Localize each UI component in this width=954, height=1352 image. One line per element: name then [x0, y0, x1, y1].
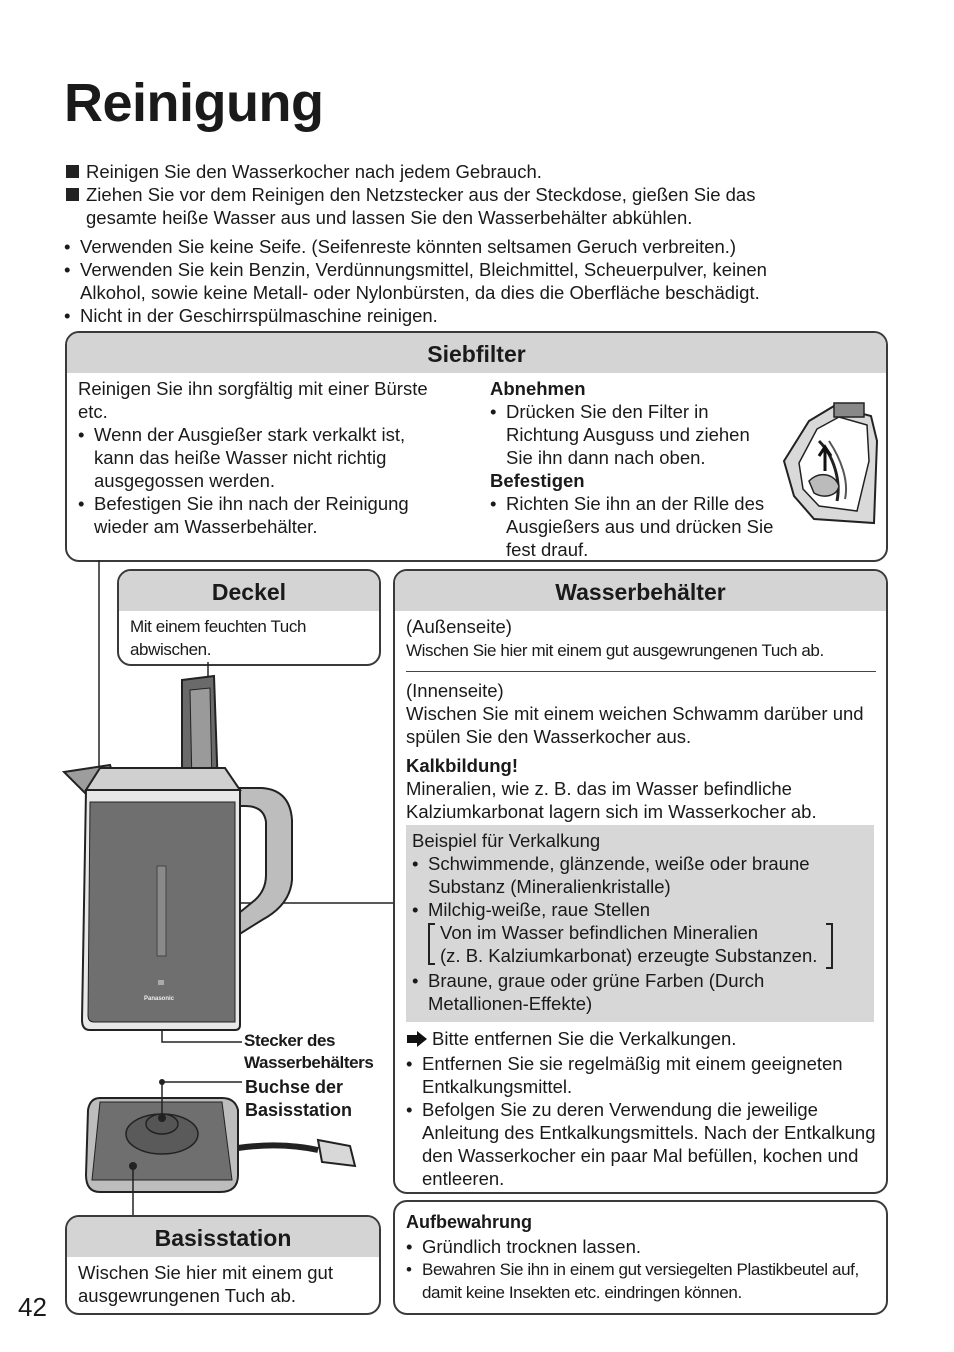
intro-bullet: • Verwenden Sie keine Seife. (Seifenreste könnten seltsamen Geruch verbreiten.) — [64, 236, 737, 257]
intro-bullet: • Verwenden Sie kein Benzin, Verdünnungsmittel, Bleichmittel, Scheuerpulver, keinen — [64, 259, 767, 280]
intro-square-item: Reinigen Sie den Wasserkocher nach jedem Gebrauch. — [66, 160, 542, 183]
inside-text: Wischen Sie mit einem weichen Schwamm darüber und spülen Sie den Wasserkocher aus. — [406, 703, 864, 747]
intro-bullet: • Nicht in der Geschirrspülmaschine reinigen. — [64, 305, 438, 326]
list-item: • Drücken Sie den Filter in Richtung Ausguss und ziehen Sie ihn dann nach oben. — [490, 400, 780, 469]
example-heading: Beispiel für Verkalkung — [412, 830, 601, 851]
list-item: • Schwimmende, glänzende, weiße oder braune Substanz (Mineralienkristalle) — [412, 852, 868, 898]
inside-label: (Innenseite) — [406, 680, 504, 701]
siebfilter-cleaning: Reinigen Sie ihn sorgfältig mit einer Bürste etc. • Wenn der Ausgießer stark verkalkt ist, kann das heiße Wasser nicht richtig ausgegossen werden. • Befestigen Sie ihn nach der Reinigung wieder am Wasserbehälter. — [78, 377, 448, 538]
outside-label: (Außenseite) — [406, 616, 512, 637]
siebfilter-heading: Siebfilter — [67, 333, 886, 373]
deckel-heading: Deckel — [119, 571, 379, 611]
outside-text: Wischen Sie hier mit einem gut ausgewrungenen Tuch ab. — [406, 641, 824, 660]
list-item: • Befestigen Sie ihn nach der Reinigung wieder am Wasserbehälter. — [78, 492, 448, 538]
deckel-text: Mit einem feuchten Tuch abwischen. — [130, 617, 307, 659]
page-title: Reinigung — [64, 73, 324, 133]
list-item: • Wenn der Ausgießer stark verkalkt ist, kann das heiße Wasser nicht richtig ausgegossen werden. — [78, 423, 448, 492]
remove-heading: Abnehmen — [490, 378, 586, 399]
list-item: • Richten Sie ihn an der Rille des Ausgießers aus und drücken Sie fest drauf. — [490, 492, 780, 561]
list-item: • Bewahren Sie ihn in einem gut versiegelten Plastikbeutel auf, damit keine Insekten etc. eindringen können. — [406, 1258, 878, 1304]
basisstation-box — [65, 1215, 381, 1315]
scale-text: Mineralien, wie z. B. das im Wasser befindliche Kalziumkarbonat lagern sich im Wasserkocher ab. — [406, 778, 817, 822]
intro-square-item-continuation: gesamte heiße Wasser aus und lassen Sie den Wasserbehälter abkühlen. — [86, 207, 693, 228]
scale-heading: Kalkbildung! — [406, 755, 519, 776]
basisstation-heading: Basisstation — [67, 1217, 379, 1257]
note-bracket: Von im Wasser befindlichen Mineralien (z. B. Kalziumkarbonat) erzeugte Substanzen. — [428, 921, 823, 967]
page-number: 42 — [18, 1292, 47, 1322]
intro-bullet-continuation: Alkohol, sowie keine Metall- oder Nylonbürsten, da dies die Oberfläche beschädigt. — [80, 282, 760, 303]
plug-label: Stecker des Wasserbehälters — [244, 1031, 374, 1072]
list-item: • Gründlich trocknen lassen. — [406, 1235, 878, 1258]
brand-logo: Panasonic — [144, 996, 175, 1002]
attach-heading: Befestigen — [490, 470, 585, 491]
arrow-instruction: Bitte entfernen Sie die Verkalkungen. — [406, 1027, 878, 1052]
list-item: • Braune, graue oder grüne Farben (Durch Metallionen-Effekte) — [412, 969, 868, 1015]
intro-square-item: Ziehen Sie vor dem Reinigen den Netzstecker aus der Steckdose, gießen Sie das — [66, 183, 755, 206]
aufbewahrung-list — [406, 1235, 878, 1304]
aufbewahrung-heading: Aufbewahrung — [406, 1212, 532, 1232]
list-item: • Milchig-weiße, raue Stellen Von im Wasser befindlichen Mineralien (z. B. Kalziumkarbonat) erzeugte Substanzen. — [412, 898, 868, 967]
socket-label: Buchse der Basisstation — [245, 1077, 353, 1120]
wasserbehaelter-heading: Wasserbehälter — [395, 571, 886, 611]
basisstation-text: Wischen Sie hier mit einem gut ausgewrungenen Tuch ab. — [78, 1262, 333, 1306]
aufbewahrung-box — [393, 1200, 888, 1315]
list-item: • Entfernen Sie sie regelmäßig mit einem geeigneten Entkalkungsmittel. — [406, 1052, 878, 1098]
list-item: • Befolgen Sie zu deren Verwendung die jeweilige Anleitung des Entkalkungsmittels. Nach der Entkalkung den Wasserkocher ein paar Mal befüllen, kochen und entleeren. — [406, 1098, 878, 1190]
